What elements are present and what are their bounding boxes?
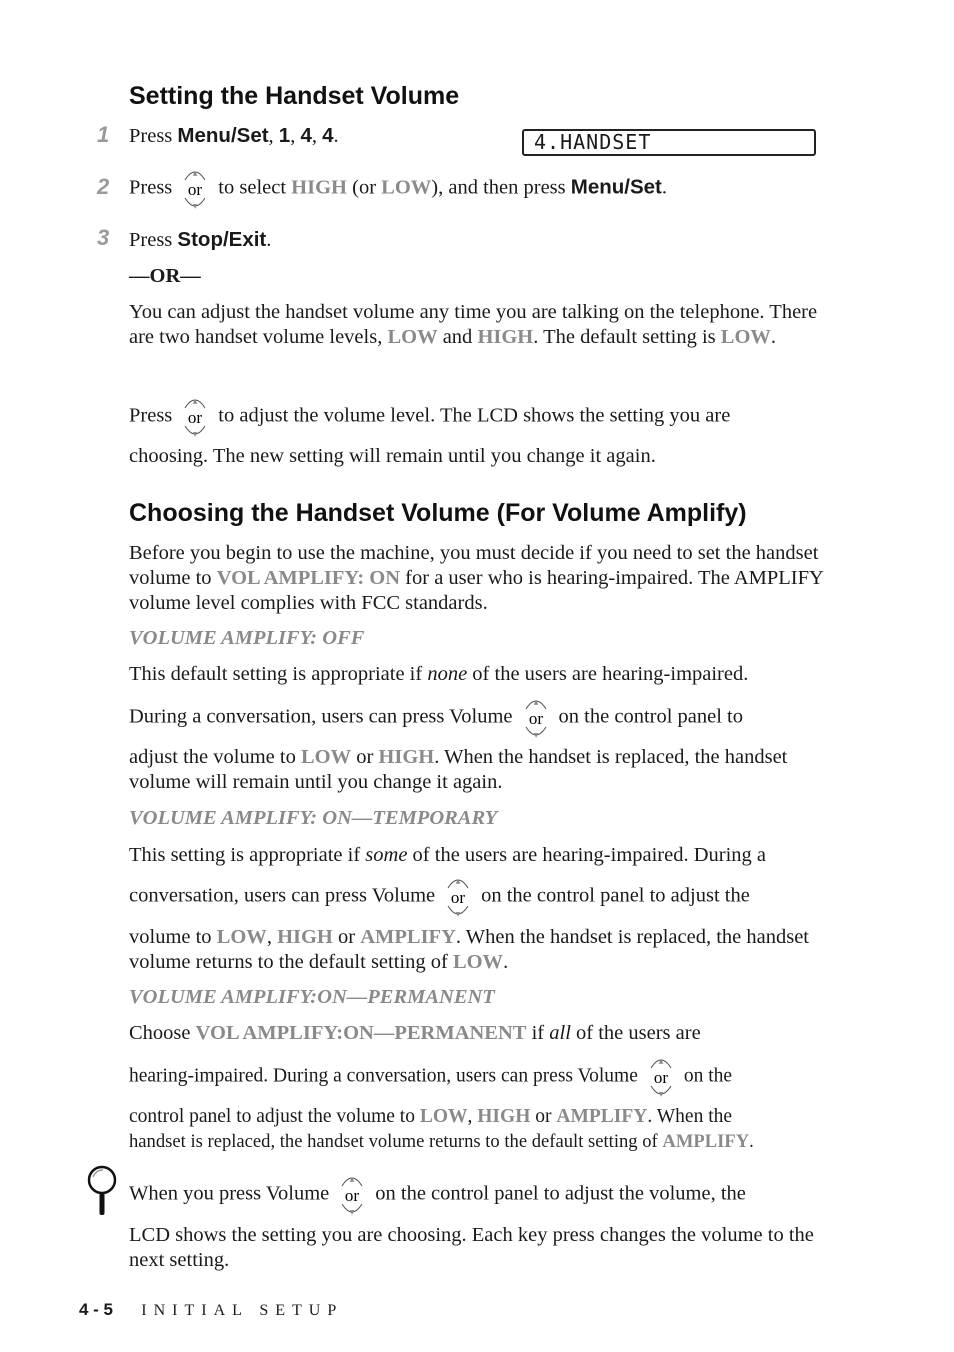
paragraph: choosing. The new setting will remain until you change it again.	[129, 445, 656, 467]
page-footer	[79, 1300, 343, 1320]
paragraph: handset is replaced, the handset volume returns to the default setting of AMPLIFY.	[129, 1131, 754, 1152]
svg-text:or: or	[188, 180, 203, 199]
up-down-key-icon	[441, 874, 475, 920]
note-magnifier-icon	[87, 1165, 119, 1217]
svg-text:or: or	[188, 408, 203, 427]
step-number: 1	[97, 122, 110, 147]
paragraph: During a conversation, users can press Volume or on the control panel to	[129, 695, 829, 741]
paragraph: This setting is appropriate if some of the users are hearing-impaired. During a	[129, 844, 767, 866]
paragraph: You can adjust the handset volume any time you are talking on the telephone. There are two handset volume levels, LOW and HIGH. The default setting is LOW.	[129, 301, 818, 348]
paragraph: Choose VOL AMPLIFY:ON—PERMANENT if all of the users are	[129, 1022, 701, 1044]
step-2-text: Press or to select HIGH (or LOW), and then press Menu/Set.	[129, 166, 849, 212]
svg-text:or: or	[451, 888, 466, 907]
section-heading: Choosing the Handset Volume (For Volume Amplify)	[129, 499, 747, 527]
paragraph: This default setting is appropriate if none of the users are hearing-impaired.	[129, 663, 749, 685]
up-down-key-icon	[644, 1054, 678, 1100]
paragraph: Before you begin to use the machine, you must decide if you need to set the handset volume to VOL AMPLIFY: ON for a user who is hearing-impaired. The AMPLIFY volume level complies with FCC standards.	[129, 542, 824, 614]
page-number: 4 - 5	[79, 1300, 114, 1319]
svg-text:or: or	[345, 1186, 360, 1205]
section-name: INITIAL SETUP	[141, 1302, 344, 1319]
paragraph: hearing-impaired. During a conversation, users can press Volume or on the	[129, 1054, 829, 1100]
note-text: LCD shows the setting you are choosing. Each key press changes the volume to the next setting.	[129, 1224, 814, 1271]
svg-text:or: or	[653, 1068, 668, 1087]
up-down-key-icon	[335, 1172, 369, 1218]
section-heading: Setting the Handset Volume	[129, 82, 460, 110]
or-separator: —OR—	[129, 265, 201, 287]
step-number: 3	[97, 225, 110, 250]
subheading: VOLUME AMPLIFY:ON—PERMANENT	[129, 986, 495, 1008]
paragraph: adjust the volume to LOW or HIGH. When the handset is replaced, the handset volume will remain until you change it again.	[129, 746, 788, 793]
subheading: VOLUME AMPLIFY: OFF	[129, 627, 365, 649]
paragraph: Press or to adjust the volume level. The LCD shows the setting you are	[129, 394, 829, 440]
paragraph: control panel to adjust the volume to LOW, HIGH or AMPLIFY. When the	[129, 1106, 733, 1127]
step-number: 2	[97, 174, 110, 199]
step-1-text: Press Menu/Set, 1, 4, 4.	[129, 124, 339, 147]
step-3-text: Press Stop/Exit.	[129, 228, 272, 251]
svg-text:or: or	[528, 709, 543, 728]
up-down-key-icon	[519, 695, 553, 741]
note-text: When you press Volume or on the control panel to adjust the volume, the	[129, 1172, 829, 1218]
lcd-display: 4.HANDSET	[522, 129, 816, 156]
paragraph: conversation, users can press Volume or on the control panel to adjust the	[129, 874, 829, 920]
paragraph: volume to LOW, HIGH or AMPLIFY. When the handset is replaced, the handset volume returns to the default setting of LOW.	[129, 926, 809, 973]
up-down-key-icon	[178, 166, 212, 212]
subheading: VOLUME AMPLIFY: ON—TEMPORARY	[129, 807, 498, 829]
up-down-key-icon	[178, 394, 212, 440]
